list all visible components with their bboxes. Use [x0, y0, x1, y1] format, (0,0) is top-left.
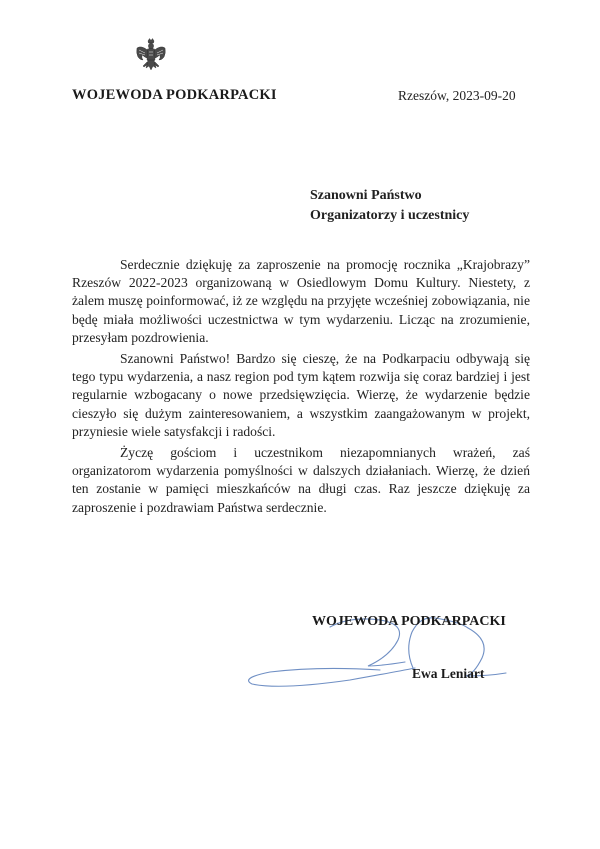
signatory-name: Ewa Leniart	[412, 666, 485, 681]
place-and-date: Rzeszów, 2023-09-20	[398, 88, 516, 103]
addressee-block	[310, 186, 469, 226]
addressee-line-2: Organizatorzy i uczestnicy	[310, 208, 470, 223]
signature-block	[312, 614, 532, 694]
body-paragraph-3: Życzę gościom i uczestnikom niezapomnianych wrażeń, zaś organizatorom wydarzenia pomyślności w dalszych działaniach. Wierzę, że dzień ten zostanie w pamięci mieszkańców na długi czas. Raz jeszcze dziękuję za zaproszenie i pozdrawiam Państwa serdecznie.	[72, 445, 530, 515]
header-office-title: WOJEWODA PODKARPACKI	[72, 87, 277, 103]
signature-office-title: WOJEWODA PODKARPACKI	[312, 614, 506, 629]
body-paragraph-2: Szanowni Państwo! Bardzo się cieszę, że na Podkarpaciu odbywają się tego typu wydarzenia, a nasz region pod tym kątem rozwija się coraz bardziej i jest regularnie wzbogacany o nowe przedsięwzięcia. Wierzę, że wydarzenie będzie cieszyło się dużym zainteresowaniem, a wszystkim zaangażowanym w projekt, przyniesie wiele satysfakcji i radości.	[72, 351, 530, 439]
addressee-line-1: Szanowni Państwo	[310, 188, 422, 203]
eagle-emblem-icon	[135, 38, 167, 82]
body-paragraph-1: Serdecznie dziękuję za zaproszenie na promocję rocznika „Krajobrazy” Rzeszów 2022-2023 organizowaną w Osiedlowym Domu Kultury. Niestety, z żalem muszę poinformować, iż ze względu na przyjęte wcześniej zobowiązania, nie będę miała możliwości uczestnictwa w tym wydarzeniu. Licząc na zrozumienie, przesyłam pozdrowienia.	[72, 257, 530, 345]
letter-body	[72, 256, 530, 520]
